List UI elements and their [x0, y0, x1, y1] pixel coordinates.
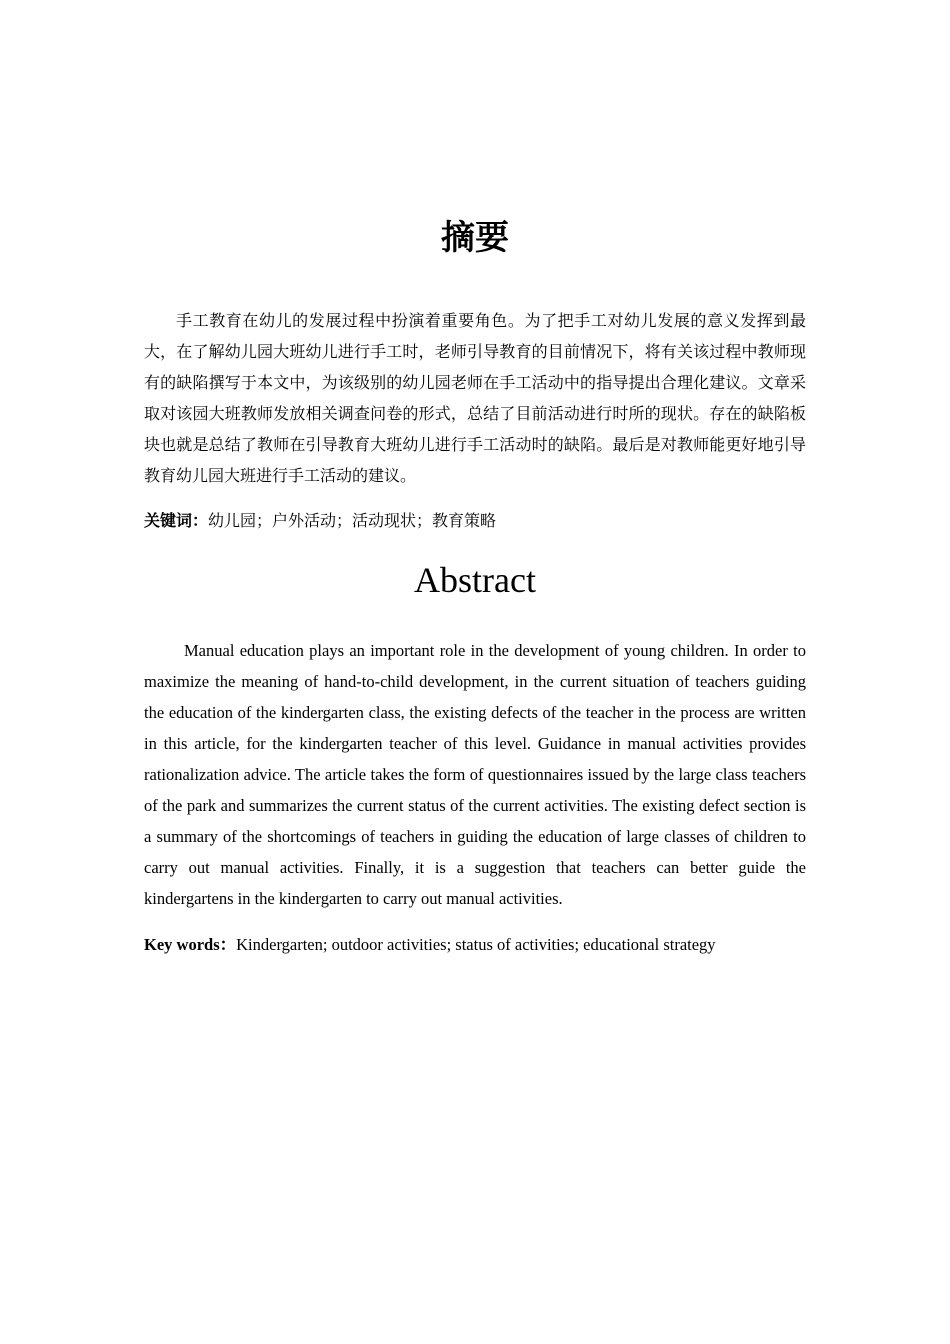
chinese-keywords-label: 关键词：	[144, 511, 209, 530]
english-keywords-label: Key words：	[144, 935, 237, 954]
chinese-abstract-title: 摘要	[441, 218, 509, 258]
chinese-keywords-text: 幼儿园；户外活动；活动现状；教育策略	[208, 511, 497, 530]
english-keywords	[144, 931, 806, 959]
chinese-abstract-body: 手工教育在幼儿的发展过程中扮演着重要角色。为了把手工对幼儿发展的意义发挥到最大，在了解幼儿园大班幼儿进行手工时，老师引导教育的目前情况下，将有关该过程中教师现有的缺陷撰写于本文中，为该级别的幼儿园老师在手工活动中的指导提出合理化建议。文章采取对该园大班教师发放相关调查问卷的形式，总结了目前活动进行时所的现状。存在的缺陷板块也就是总结了教师在引导教育大班幼儿进行手工活动时的缺陷。最后是对教师能更好地引导教育幼儿园大班进行手工活动的建议。	[144, 311, 806, 485]
english-abstract-body: Manual education plays an important role in the development of young children. In order to maximize the meaning of hand-to-child development, in the current situation of teachers guiding the education of the kindergarten class, the existing defects of the teacher in the process are written in this article, for the kindergarten teacher of this level. Guidance in manual activities provides rationalization advice. The article takes the form of questionnaires issued by the large class teachers of the park and summarizes the current status of the current activities. The existing defect section is a summary of the shortcomings of teachers in guiding the education of large classes of children to carry out manual activities. Finally, it is a suggestion that teachers can better guide the kindergartens in the kindergarten to carry out manual activities.	[144, 641, 806, 908]
english-keywords-text: Kindergarten; outdoor activities; status of activities; educational strategy	[236, 935, 716, 954]
chinese-keywords	[144, 507, 806, 535]
english-abstract-title: Abstract	[414, 560, 536, 600]
